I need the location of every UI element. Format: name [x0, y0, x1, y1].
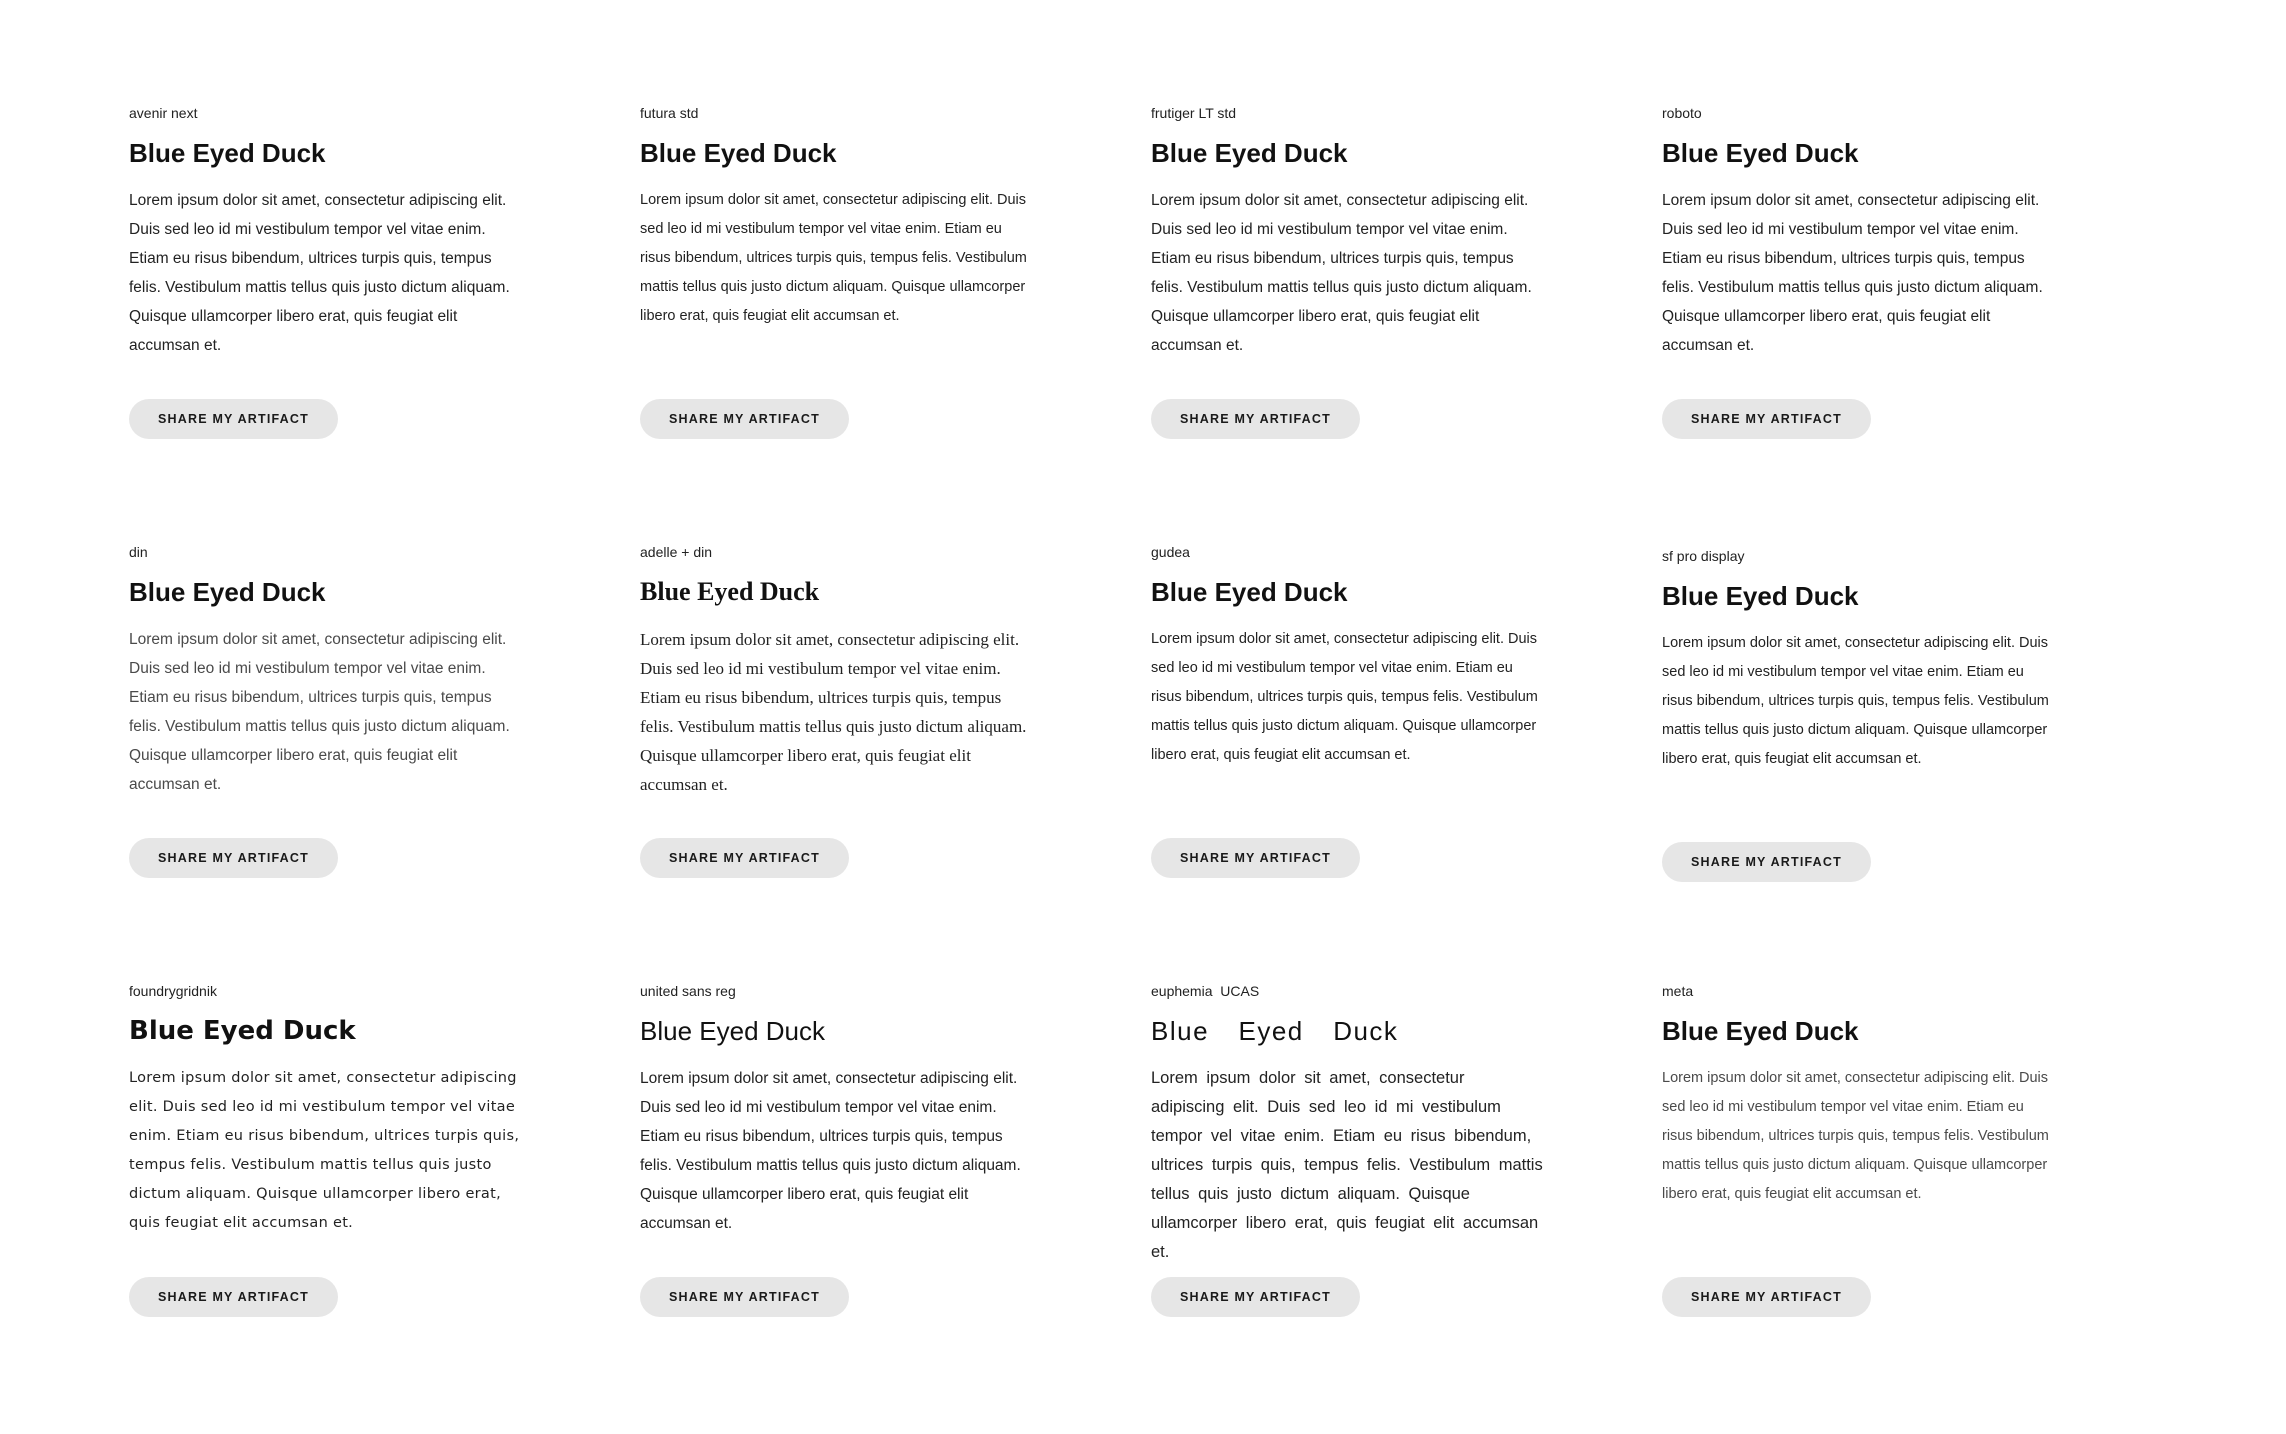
font-name-label: din	[129, 544, 148, 560]
font-name-label: frutiger LT std	[1151, 105, 1237, 121]
card-title: Blue Eyed Duck	[129, 577, 326, 607]
font-name-label: meta	[1662, 983, 1694, 999]
share-my-artifact-button[interactable]: SHARE MY ARTIFACT	[640, 1277, 849, 1317]
card-body-text: Lorem ipsum dolor sit amet, consectetur adipiscing elit. Duis sed leo id mi vestibulum tempor vel vitae enim. Etiam eu risus bibendum, ultrices turpis quis, tempus felis. Vestibulum mattis tellus quis justo dictum aliquam. Quisque ullamcorper libero erat, quis feugiat elit accumsan et.	[1662, 1070, 2049, 1202]
card-body-text: Lorem ipsum dolor sit amet, consectetur adipiscing elit. Duis sed leo id mi vestibulum tempor vel vitae enim. Etiam eu risus bibendum, ultrices turpis quis, tempus felis. Vestibulum mattis tellus quis justo dictum aliquam. Quisque ullamcorper libero erat, quis feugiat elit accumsan et.	[1662, 192, 2043, 354]
card-body-text: Lorem ipsum dolor sit amet, consectetur adipiscing elit. Duis sed leo id mi vestibulum tempor vel vitae enim. Etiam eu risus bibendum, ultrices turpis quis, tempus felis. Vestibulum mattis tellus quis justo dictum aliquam. Quisque ullamcorper libero erat, quis feugiat elit accumsan et.	[640, 630, 1027, 794]
card-title: Blue Eyed Duck	[1151, 577, 1348, 607]
card-body-text: Lorem ipsum dolor sit amet, consectetur adipiscing elit. Duis sed leo id mi vestibulum tempor vel vitae enim. Etiam eu risus bibendum, ultrices turpis quis, tempus felis. Vestibulum mattis tellus quis justo dictum aliquam. Quisque ullamcorper libero erat, quis feugiat elit accumsan et.	[129, 631, 510, 793]
share-my-artifact-button[interactable]: SHARE MY ARTIFACT	[1662, 1277, 1871, 1317]
font-name-label: roboto	[1662, 105, 1702, 121]
card-body-text: Lorem ipsum dolor sit amet, consectetur adipiscing elit. Duis sed leo id mi vestibulum tempor vel vitae enim. Etiam eu risus bibendum, ultrices turpis quis, tempus felis. Vestibulum mattis tellus quis justo dictum aliquam. Quisque ullamcorper libero erat, quis feugiat elit accumsan et.	[129, 1070, 520, 1231]
font-name-label: adelle + din	[640, 544, 713, 560]
card-title: Blue Eyed Duck	[129, 1016, 356, 1046]
share-my-artifact-button[interactable]: SHARE MY ARTIFACT	[1662, 842, 1871, 882]
share-my-artifact-button[interactable]: SHARE MY ARTIFACT	[640, 399, 849, 439]
card-title: Blue Eyed Duck	[640, 1016, 825, 1046]
card-body-text: Lorem ipsum dolor sit amet, consectetur adipiscing elit. Duis sed leo id mi vestibulum tempor vel vitae enim. Etiam eu risus bibendum, ultrices turpis quis, tempus felis. Vestibulum mattis tellus quis justo dictum aliquam. Quisque ullamcorper libero erat, quis feugiat elit accumsan et.	[640, 192, 1027, 324]
font-name-label: united sans reg	[640, 983, 736, 999]
card-title: Blue Eyed Duck	[640, 577, 820, 606]
card-body-text: Lorem ipsum dolor sit amet, consectetur adipiscing elit. Duis sed leo id mi vestibulum tempor vel vitae enim. Etiam eu risus bibendum, ultrices turpis quis, tempus felis. Vestibulum mattis tellus quis justo dictum aliquam. Quisque ullamcorper libero erat, quis feugiat elit accumsan et.	[1151, 1069, 1543, 1261]
card-title: Blue Eyed Duck	[1662, 581, 1859, 611]
share-my-artifact-button[interactable]: SHARE MY ARTIFACT	[129, 1277, 338, 1317]
share-my-artifact-button[interactable]: SHARE MY ARTIFACT	[1151, 1277, 1360, 1317]
font-name-label: foundrygridnik	[129, 983, 217, 999]
card-title: Blue Eyed Duck	[1662, 1016, 1859, 1046]
share-my-artifact-button[interactable]: SHARE MY ARTIFACT	[1662, 399, 1871, 439]
card-body-text: Lorem ipsum dolor sit amet, consectetur adipiscing elit. Duis sed leo id mi vestibulum tempor vel vitae enim. Etiam eu risus bibendum, ultrices turpis quis, tempus felis. Vestibulum mattis tellus quis justo dictum aliquam. Quisque ullamcorper libero erat, quis feugiat elit accumsan et.	[1151, 631, 1538, 763]
card-title: Blue Eyed Duck	[640, 138, 837, 168]
card-title: Blue Eyed Duck	[1151, 1016, 1399, 1046]
card-body-text: Lorem ipsum dolor sit amet, consectetur adipiscing elit. Duis sed leo id mi vestibulum tempor vel vitae enim. Etiam eu risus bibendum, ultrices turpis quis, tempus felis. Vestibulum mattis tellus quis justo dictum aliquam. Quisque ullamcorper libero erat, quis feugiat elit accumsan et.	[1662, 635, 2049, 767]
share-my-artifact-button[interactable]: SHARE MY ARTIFACT	[640, 838, 849, 878]
font-name-label: euphemia UCAS	[1151, 983, 1260, 999]
card-body-text: Lorem ipsum dolor sit amet, consectetur adipiscing elit. Duis sed leo id mi vestibulum tempor vel vitae enim. Etiam eu risus bibendum, ultrices turpis quis, tempus felis. Vestibulum mattis tellus quis justo dictum aliquam. Quisque ullamcorper libero erat, quis feugiat elit accumsan et.	[640, 1070, 1021, 1232]
card-title: Blue Eyed Duck	[129, 138, 326, 168]
font-name-label: gudea	[1151, 544, 1190, 560]
card-body-text: Lorem ipsum dolor sit amet, consectetur adipiscing elit. Duis sed leo id mi vestibulum tempor vel vitae enim. Etiam eu risus bibendum, ultrices turpis quis, tempus felis. Vestibulum mattis tellus quis justo dictum aliquam. Quisque ullamcorper libero erat, quis feugiat elit accumsan et.	[1151, 192, 1532, 354]
share-my-artifact-button[interactable]: SHARE MY ARTIFACT	[129, 838, 338, 878]
card-body-text: Lorem ipsum dolor sit amet, consectetur adipiscing elit. Duis sed leo id mi vestibulum tempor vel vitae enim. Etiam eu risus bibendum, ultrices turpis quis, tempus felis. Vestibulum mattis tellus quis justo dictum aliquam. Quisque ullamcorper libero erat, quis feugiat elit accumsan et.	[129, 192, 510, 354]
share-my-artifact-button[interactable]: SHARE MY ARTIFACT	[1151, 399, 1360, 439]
card-title: Blue Eyed Duck	[1662, 138, 1859, 168]
share-my-artifact-button[interactable]: SHARE MY ARTIFACT	[129, 399, 338, 439]
font-name-label: futura std	[640, 105, 699, 121]
font-name-label: sf pro display	[1662, 548, 1745, 564]
share-my-artifact-button[interactable]: SHARE MY ARTIFACT	[1151, 838, 1360, 878]
card-title: Blue Eyed Duck	[1151, 138, 1348, 168]
font-name-label: avenir next	[129, 105, 198, 121]
